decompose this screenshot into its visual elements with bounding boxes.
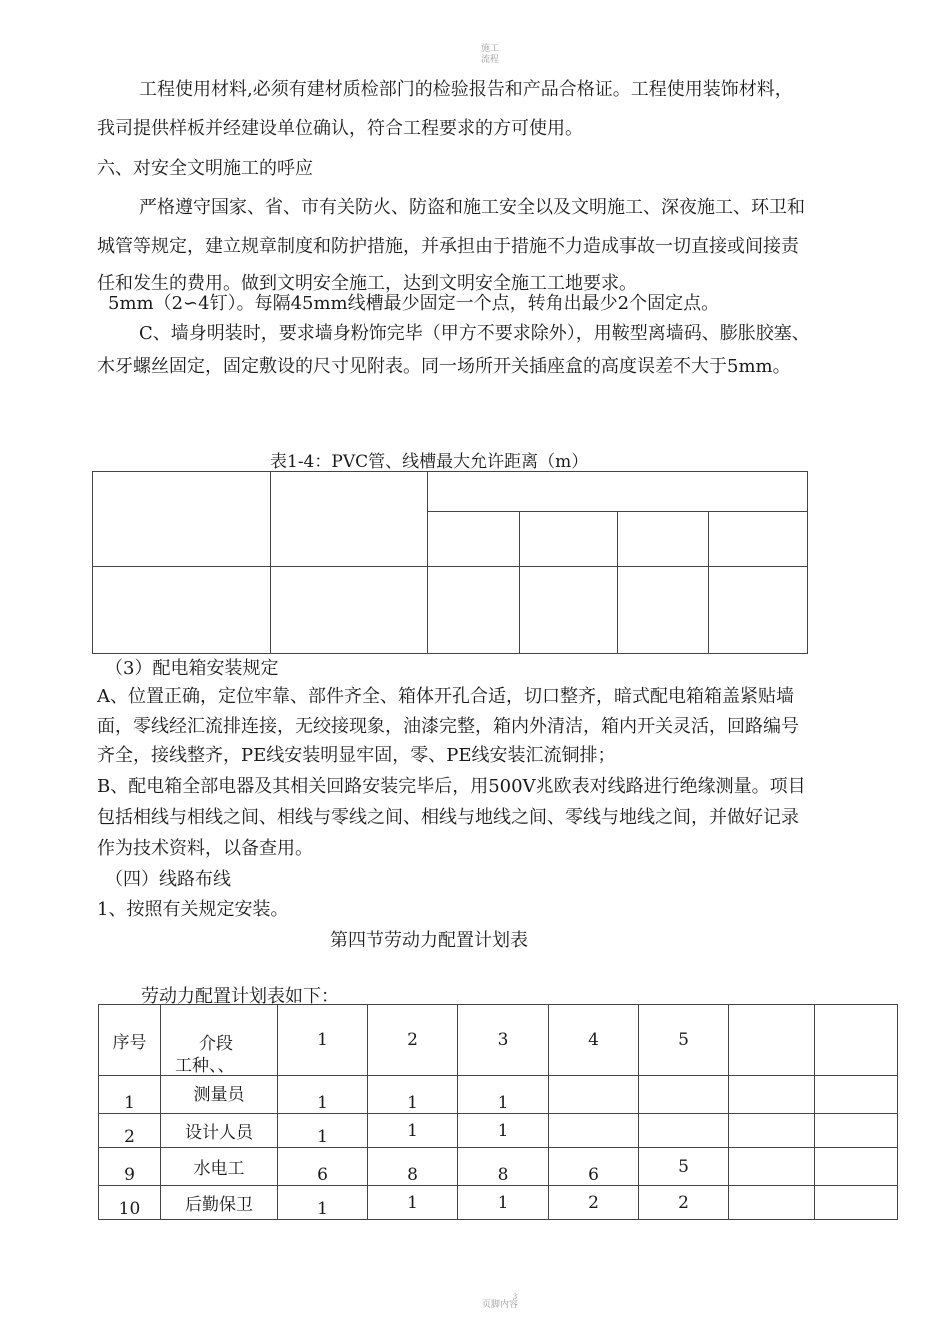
row-value: 8 — [368, 1148, 458, 1186]
paragraph-materials-line2: 我司提供样板并经建设单位确认，符合工程要求的方可使用。 — [97, 118, 583, 139]
table1-caption: 表1-4：PVC管、线槽最大允许距离（m） — [270, 452, 589, 472]
table-cell — [618, 567, 709, 654]
row-no: 10 — [99, 1186, 161, 1220]
section4-item1: 1、按照有关规定安装。 — [97, 899, 289, 920]
row-value: 8 — [458, 1148, 549, 1186]
footer-page-number: 3 — [512, 1293, 518, 1301]
table-cell — [618, 512, 709, 567]
labor-header-row — [99, 1005, 898, 1076]
row-value — [729, 1076, 815, 1114]
paragraph-materials-line1: 工程使用材料,必须有建材质检部门的检验报告和产品合格证。工程使用装饰材料， — [139, 79, 793, 100]
table-row — [99, 1148, 898, 1186]
row-value: 2 — [639, 1186, 729, 1220]
col-header-no: 序号 — [99, 1005, 161, 1076]
section3-a-line2: 面，零线经汇流排连接，无绞接现象，油漆完整，箱内外清洁，箱内开关灵活，回路编号 — [97, 716, 799, 737]
row-trade: 设计人员 — [161, 1114, 278, 1148]
paragraph-safety-line1: 严格遵守国家、省、市有关防火、防盗和施工安全以及文明施工、深夜施工、环卫和 — [139, 197, 805, 218]
row-value: 1 — [278, 1076, 368, 1114]
paragraph-safety-line3: 任和发生的费用。做到文明安全施工，达到文明安全施工工地要求。 — [97, 273, 637, 294]
row-value: 5 — [639, 1148, 729, 1186]
section-heading-6: 六、对安全文明施工的呼应 — [97, 158, 313, 179]
col-header-empty — [815, 1005, 898, 1076]
table-cell — [709, 567, 808, 654]
row-value: 1 — [368, 1076, 458, 1114]
row-value — [729, 1148, 815, 1186]
row-value — [549, 1076, 639, 1114]
col-header-trade: 工种、、 — [175, 1056, 235, 1076]
table-cell — [271, 472, 428, 567]
table-cell — [428, 472, 808, 512]
table-cell — [428, 567, 520, 654]
table-cell — [709, 512, 808, 567]
footer-text: 页脚内容 — [481, 1300, 518, 1310]
paragraph-c-line2: 木牙螺丝固定，固定敷设的尺寸见附表。同一场所开关插座盒的高度误差不大于5mm。 — [97, 356, 791, 377]
row-value: 1 — [458, 1076, 549, 1114]
row-value: 1 — [458, 1186, 549, 1220]
table-cell — [520, 567, 618, 654]
header-line1: 施工 — [480, 44, 499, 54]
section3-a-line3: 齐全，接线整齐，PE线安装明显牢固，零、PE线安装汇流铜排； — [97, 745, 616, 766]
row-value — [815, 1114, 898, 1148]
row-trade: 后勤保卫 — [161, 1186, 278, 1220]
labor-heading: 第四节劳动力配置计划表 — [330, 930, 528, 951]
row-value — [639, 1076, 729, 1114]
col-header-5: 5 — [639, 1005, 729, 1076]
pvc-distance-table — [92, 471, 808, 654]
col-header-4: 4 — [549, 1005, 639, 1076]
paragraph-c-line1: C、墙身明装时，要求墙身粉饰完毕（甲方不要求除外），用鞍型离墙码、膨胀胶塞、 — [139, 323, 810, 344]
paragraph-fixing-overlap: 5mm（2∽4钉）。每隔45mm线槽最少固定一个点，转角出最少2个固定点。 — [108, 293, 720, 314]
table-cell — [271, 567, 428, 654]
row-value: 1 — [278, 1114, 368, 1148]
table-row — [99, 1114, 898, 1148]
col-header-2: 2 — [368, 1005, 458, 1076]
col-header-3: 3 — [458, 1005, 549, 1076]
row-value: 1 — [368, 1114, 458, 1148]
row-value — [729, 1186, 815, 1220]
row-no: 2 — [99, 1114, 161, 1148]
table-cell — [520, 512, 618, 567]
row-value: 1 — [278, 1186, 368, 1220]
row-no: 9 — [99, 1148, 161, 1186]
col-header-trade-stage — [161, 1005, 278, 1076]
row-value — [815, 1186, 898, 1220]
labor-intro: 劳动力配置计划表如下： — [141, 986, 339, 1007]
row-value — [815, 1076, 898, 1114]
table-row — [99, 1186, 898, 1220]
row-value: 6 — [278, 1148, 368, 1186]
section4-title: （四）线路布线 — [105, 869, 231, 890]
section3-b-line3: 作为技术资料，以备查用。 — [97, 838, 313, 859]
col-header-empty — [729, 1005, 815, 1076]
header-line2: 流程 — [480, 55, 499, 65]
row-value — [549, 1114, 639, 1148]
row-no: 1 — [99, 1076, 161, 1114]
table-cell — [93, 472, 271, 567]
table-cell — [428, 512, 520, 567]
table-row — [99, 1076, 898, 1114]
section3-b-line1: B、配电箱全部电器及其相关回路安装完毕后，用500V兆欧表对线路进行绝缘测量。项目 — [97, 776, 806, 797]
section3-title: （3）配电箱安装规定 — [105, 658, 279, 679]
row-value: 2 — [549, 1186, 639, 1220]
row-value: 6 — [549, 1148, 639, 1186]
col-header-stage: 介段 — [199, 1034, 233, 1054]
labor-table — [98, 1004, 898, 1220]
row-value: 1 — [368, 1186, 458, 1220]
row-value — [815, 1148, 898, 1186]
section3-a-line1: A、位置正确，定位牢靠、部件齐全、箱体开孔合适，切口整齐，暗式配电箱箱盖紧贴墙 — [97, 686, 794, 707]
row-trade: 水电工 — [161, 1148, 278, 1186]
row-value — [729, 1114, 815, 1148]
section3-b-line2: 包括相线与相线之间、相线与零线之间、相线与地线之间、零线与地线之间，并做好记录 — [97, 807, 799, 828]
paragraph-safety-line2: 城管等规定，建立规章制度和防护措施，并承担由于措施不力造成事故一切直接或间接责 — [97, 236, 799, 257]
table-cell — [93, 567, 271, 654]
row-value — [639, 1114, 729, 1148]
col-header-1: 1 — [278, 1005, 368, 1076]
row-value: 1 — [458, 1114, 549, 1148]
row-trade: 测量员 — [161, 1076, 278, 1114]
